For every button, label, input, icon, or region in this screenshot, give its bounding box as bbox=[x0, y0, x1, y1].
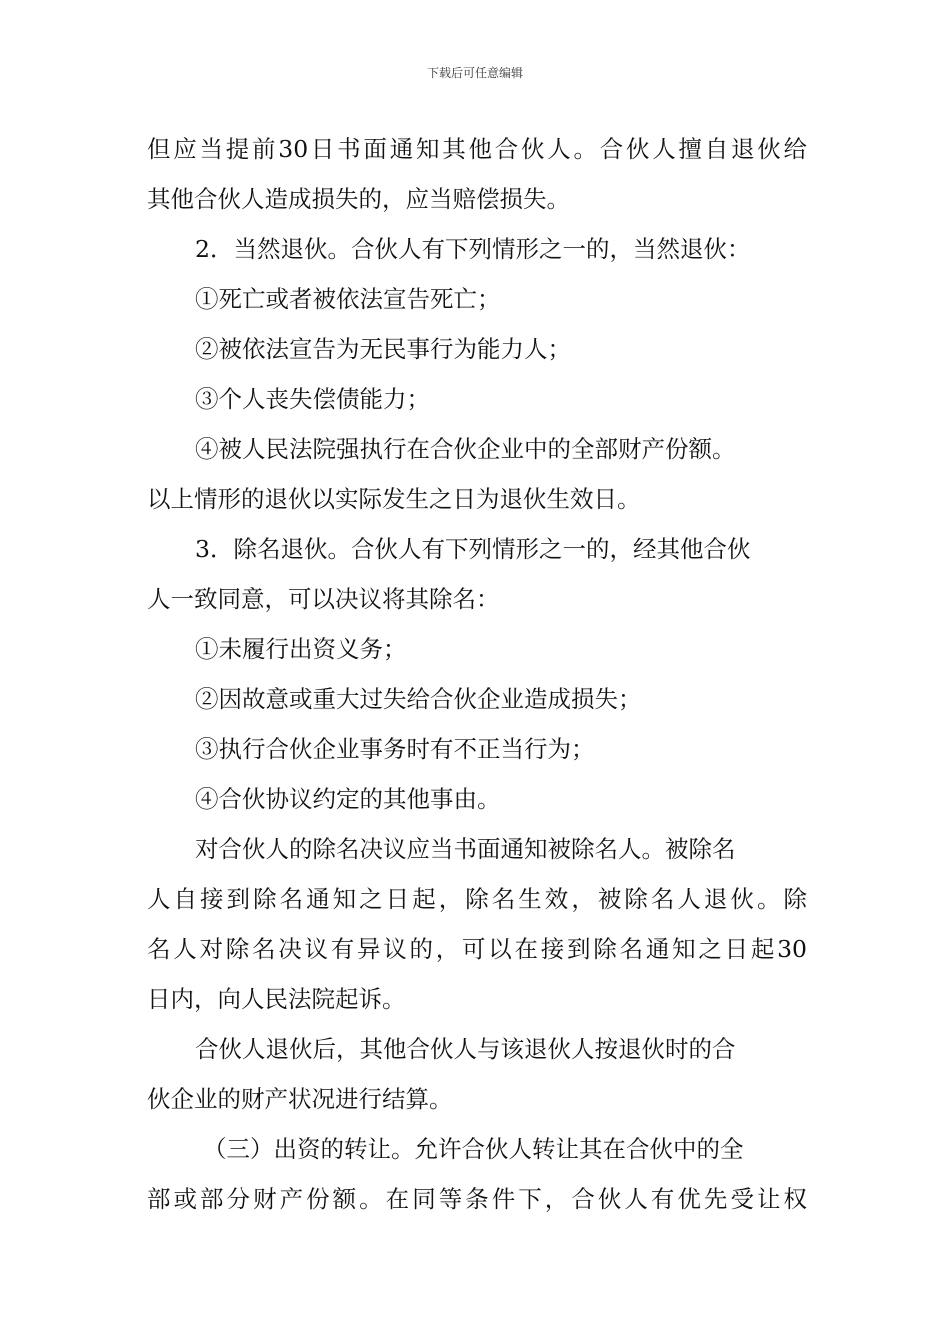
text-line: 3．除名退伙。合伙人有下列情形之一的，经其他合伙 bbox=[195, 535, 751, 563]
text-line: 人一致同意，可以决议将其除名： bbox=[147, 585, 500, 613]
page-header: 下载后可任意编辑 bbox=[426, 66, 523, 80]
text-line: 但应当提前30日书面通知其他合伙人。合伙人擅自退伙给 bbox=[147, 135, 807, 163]
text-line: 日内，向人民法院起诉。 bbox=[147, 985, 406, 1013]
text-line: ①死亡或者被依法宣告死亡； bbox=[195, 285, 501, 313]
text-line: 对合伙人的除名决议应当书面通知被除名人。被除名 bbox=[195, 835, 736, 863]
text-line: 2．当然退伙。合伙人有下列情形之一的，当然退伙： bbox=[195, 235, 751, 263]
text-line: 人自接到除名通知之日起，除名生效，被除名人退伙。除 bbox=[147, 885, 807, 913]
text-line: ③执行合伙企业事务时有不正当行为； bbox=[195, 735, 595, 763]
text-line: 合伙人退伙后，其他合伙人与该退伙人按退伙时的合 bbox=[195, 1035, 736, 1063]
body-text bbox=[147, 124, 807, 1224]
text-line: ③个人丧失偿债能力； bbox=[195, 385, 430, 413]
text-line: 其他合伙人造成损失的，应当赔偿损失。 bbox=[147, 185, 570, 213]
text-line: （三）出资的转让。允许合伙人转让其在合伙中的全 bbox=[203, 1135, 744, 1163]
text-line: 伙企业的财产状况进行结算。 bbox=[147, 1085, 453, 1113]
text-line: ②被依法宣告为无民事行为能力人； bbox=[195, 335, 571, 363]
text-line: 名人对除名决议有异议的，可以在接到除名通知之日起30 bbox=[147, 935, 807, 963]
text-line: ④合伙协议约定的其他事由。 bbox=[195, 785, 501, 813]
text-line: ②因故意或重大过失给合伙企业造成损失； bbox=[195, 685, 642, 713]
text-line: 以上情形的退伙以实际发生之日为退伙生效日。 bbox=[147, 485, 641, 513]
text-line: 部或部分财产份额。在同等条件下，合伙人有优先受让权 bbox=[147, 1185, 807, 1213]
text-line: ①未履行出资义务； bbox=[195, 635, 407, 663]
text-line: ④被人民法院强执行在合伙企业中的全部财产份额。 bbox=[195, 435, 736, 463]
